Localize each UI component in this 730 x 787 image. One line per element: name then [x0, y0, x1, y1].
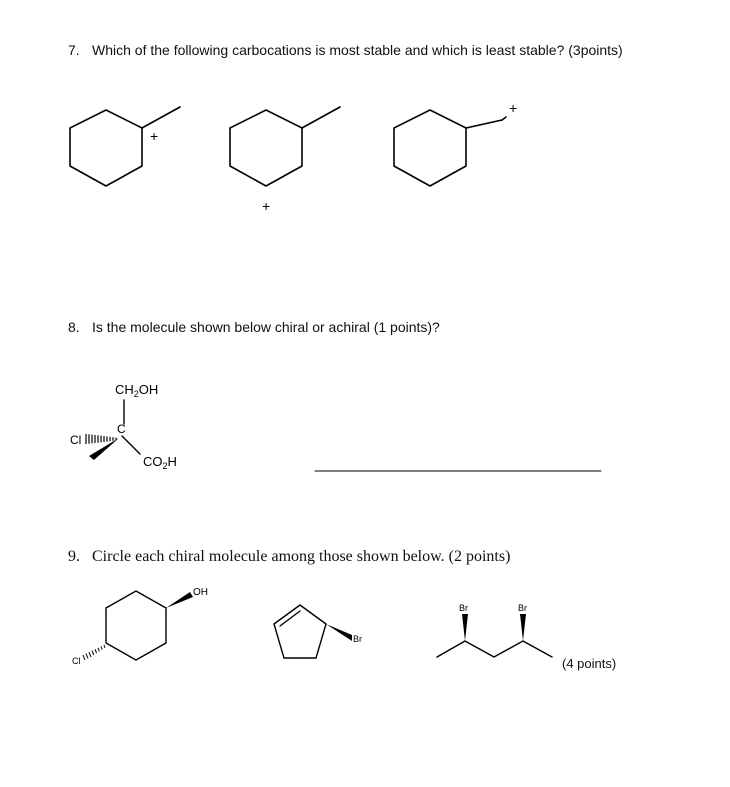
- q9-mol2-solid-wedge: [326, 624, 352, 641]
- q8-right-bond: [122, 436, 140, 454]
- question-9-text: Circle each chiral molecule among those shown below. (2 points): [92, 548, 511, 565]
- q9-extra-points: (4 points): [562, 656, 617, 671]
- question-9-number: 9.: [68, 548, 80, 565]
- q7-ring-b: [230, 110, 302, 186]
- q7-ethyl-bond-c1: [466, 120, 502, 128]
- q9-molecule-2-structure: [274, 605, 326, 658]
- q7-methyl-bond-b: [302, 107, 340, 128]
- q7-ethyl-bond-c2: [502, 117, 506, 120]
- q7-charge-c: +: [509, 100, 518, 116]
- q8-group-right: $CO_2H$: [143, 454, 177, 471]
- q9-mol2-br-label: Br: [353, 634, 362, 644]
- question-7-text: Which of the following carbocations is most stable and which is least stable? (3points): [92, 42, 623, 58]
- q9-molecule-3-structure: [437, 641, 552, 657]
- q8-group-left: Cl: [70, 433, 82, 447]
- q7-carbocation-c-structure: [394, 110, 506, 186]
- question-8-text: Is the molecule shown below chiral or achiral (1 points)?: [92, 319, 440, 335]
- q9-mol1-oh-label: OH: [193, 587, 208, 598]
- structure-labels: [70, 100, 527, 666]
- q7-methyl-bond-a: [142, 107, 180, 128]
- q9-mol3-wedge-2: [520, 614, 526, 641]
- q8-center-atom: C: [117, 422, 126, 436]
- q9-molecule-1-structure: [106, 591, 166, 660]
- q9-chain-3: [437, 641, 552, 657]
- question-8-number: 8.: [68, 319, 80, 335]
- q9-ring-2-double-bond: [280, 611, 300, 626]
- q7-carbocation-a-structure: [70, 107, 180, 186]
- question-7-number: 7.: [68, 42, 80, 58]
- q9-mol3-br1-label: Br: [459, 603, 468, 613]
- q7-charge-b: +: [262, 198, 271, 214]
- q9-mol3-br2-label: Br: [518, 603, 527, 613]
- q9-mol1-hashed-wedge: [83, 645, 105, 660]
- q8-group-top: $CH_2OH$: [115, 382, 159, 399]
- q7-ring-c: [394, 110, 466, 186]
- q7-carbocation-b-structure: [230, 107, 340, 186]
- q9-ring-1: [106, 591, 166, 660]
- q9-mol3-wedge-1: [462, 614, 468, 641]
- q9-mol1-cl-label: Cl: [72, 656, 81, 666]
- q9-mol1-solid-wedge: [166, 592, 193, 608]
- q9-ring-2: [274, 605, 326, 658]
- q7-charge-a: +: [150, 128, 159, 144]
- q7-ring-a: [70, 110, 142, 186]
